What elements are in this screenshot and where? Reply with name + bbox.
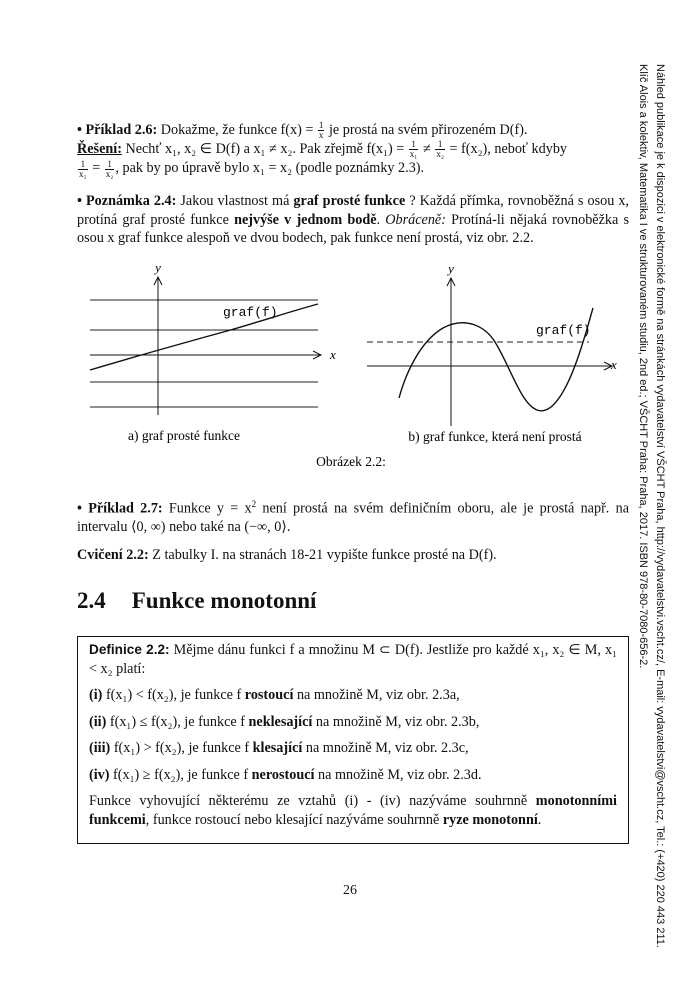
example-2-6 — [77, 121, 629, 179]
graph-label: graf(f) — [536, 323, 591, 338]
example-text: je prostá na svém přirozeném D(f). — [325, 122, 528, 138]
solution-label: Řešení: — [77, 141, 122, 158]
y-axis-label: y — [155, 260, 161, 275]
example-label: • Příklad 2.6: — [77, 122, 158, 138]
remark-bold: graf prosté funkce — [293, 193, 406, 209]
definition-item — [89, 739, 617, 758]
exercise-2-2 — [77, 546, 629, 565]
figure-svg — [77, 258, 637, 480]
fraction: $\frac{1}{x}$ — [318, 120, 324, 141]
item-text: na množině M, viz obr. 2.3a, — [293, 687, 460, 703]
remark-2-4 — [77, 192, 629, 248]
left-graph-panel — [90, 260, 336, 443]
definition-label: Definice 2.2: — [89, 642, 170, 657]
item-term: klesající — [252, 740, 303, 756]
remark-bold: nejvýše v jednom bodě — [234, 211, 377, 228]
solution-text: , pak by po úpravě bylo x₁ = x₂ (podle poznámky 2.3). — [115, 160, 425, 177]
fraction: $\frac{1}{\text{x₁}}$ — [409, 139, 418, 160]
section-heading — [77, 588, 316, 614]
remark-text: . — [376, 211, 386, 228]
item-term: neklesající — [248, 713, 313, 730]
eq-sign: = — [88, 160, 104, 177]
side-notice — [634, 64, 668, 948]
closing-term: monotonními funkcemi — [89, 793, 617, 828]
item-text: f(x₁) > f(x₂), je funkce f — [110, 740, 253, 756]
solution-text: = f(x₂), neboť kdyby — [445, 141, 568, 158]
definition-item — [89, 766, 617, 785]
section-title: Funkce monotonní — [131, 588, 317, 613]
left-caption: a) graf prosté funkce — [127, 428, 241, 443]
figure-2-2 — [77, 258, 637, 480]
item-marker: (ii) — [89, 713, 107, 730]
example-text: Dokažme, že funkce f(x) = — [160, 122, 317, 138]
superscript: 2 — [251, 499, 257, 509]
fraction: $\frac{1}{\text{x₁}}$ — [79, 158, 87, 179]
remark-text: Protíná-li nějaká rovnoběžka s osou x graf funkce alespoň ve dvou bodech, pak funkce není prostá, viz obr. 2.2. — [77, 211, 629, 246]
example-2-7 — [77, 495, 629, 537]
definition-intro — [89, 641, 617, 678]
closing-text: Funkce vyhovující některému ze vztahů (i) - (iv) nazýváme souhrnně — [89, 793, 536, 809]
definition-text: Mějme dánu funkci f a množinu M ⊂ D(f). Jestliže pro každé x₁, x₂ ∈ M, x₁ < x₂ platí: — [89, 642, 617, 677]
remark-label: • Poznámka 2.4: — [77, 193, 177, 209]
item-text: f(x₁) ≥ f(x₂), je funkce f — [109, 766, 252, 783]
y-axis-label: y — [448, 261, 454, 276]
solution-text: Nechť x₁, x₂ ∈ D(f) a x₁ ≠ x₂. Pak zřejmě f(x₁) = — [121, 141, 408, 158]
exercise-text: Z tabulky I. na stranách 18-21 vypište funkce prosté na D(f). — [148, 547, 497, 563]
definition-item — [89, 686, 617, 705]
side-notice-line: Klíč Alois a kolektiv, Matematika I ve strukturovaném studiu, 2nd ed.; VŠCHT Praha: Praha, 2017. ISBN 978-80-7080-656-2. — [637, 64, 649, 669]
page-number: 26 — [343, 883, 357, 898]
side-notice-line: Náhled publikace je k dispozici v elektronické formě na stránkách vydavatelství VŠCHT Praha, http://vydavatelstvi.vscht.cz/, E-mail: vydavatelstvi@vscht.cz, Tel.: (+420) 220 443 211. — [654, 64, 666, 948]
closing-term: ryze monotonní — [442, 811, 538, 828]
item-text: f(x₁) < f(x₂), je funkce f — [102, 687, 245, 703]
item-marker: (i) — [89, 687, 103, 703]
x-axis-label: x — [330, 347, 336, 362]
section-number: 2.4 — [77, 588, 106, 613]
example-text: není prostá na svém definičním oboru, ale je prostá např. na intervalu ⟨0, ∞) nebo také na (−∞, 0⟩. — [77, 500, 629, 536]
neq-sign: ≠ — [419, 141, 435, 158]
definition-item — [89, 713, 617, 732]
item-text: f(x₁) ≤ f(x₂), je funkce f — [106, 713, 249, 730]
exercise-label: Cvičení 2.2: — [77, 547, 149, 563]
item-term: rostoucí — [244, 687, 294, 703]
example-text: Funkce y = x — [162, 500, 252, 517]
definition-closing — [89, 792, 617, 829]
item-marker: (iii) — [89, 740, 111, 756]
fraction: $\frac{1}{\text{x₂}}$ — [105, 158, 114, 179]
definition-box — [77, 636, 629, 844]
fraction: $\frac{1}{\text{x₂}}$ — [436, 139, 444, 160]
right-caption: b) graf funkce, která není prostá — [408, 429, 582, 444]
closing-text: . — [537, 811, 542, 828]
item-marker: (iv) — [89, 766, 110, 783]
remark-text: ? Každá přímka, rovnoběžná s osou x, protíná graf prosté funkce — [77, 193, 629, 228]
monotone-curve — [90, 304, 318, 370]
closing-text: , funkce rostoucí nebo klesající nazýváme souhrnně — [145, 811, 443, 828]
right-graph-panel — [367, 261, 617, 444]
item-text: na množině M, viz obr. 2.3c, — [302, 740, 469, 756]
figure-caption: Obrázek 2.2: — [316, 454, 386, 469]
example-label: • Příklad 2.7: — [77, 500, 163, 517]
item-term: nerostoucí — [251, 766, 315, 783]
remark-italic: Obráceně: — [385, 211, 446, 228]
remark-text: Jakou vlastnost má — [176, 193, 294, 209]
graph-label: graf(f) — [223, 305, 278, 320]
item-text: na množině M, viz obr. 2.3b, — [312, 713, 480, 730]
item-text: na množině M, viz obr. 2.3d. — [314, 766, 482, 783]
definition-content — [89, 641, 617, 829]
x-axis-label: x — [611, 357, 617, 372]
